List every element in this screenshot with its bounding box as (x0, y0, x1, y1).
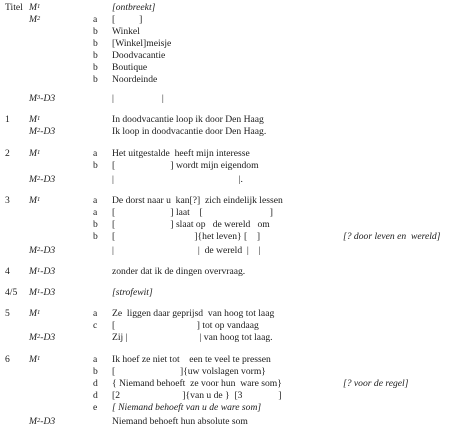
siglum-range: -D3 (40, 332, 56, 343)
apparatus-line (0, 402, 450, 414)
siglum-letter: M (29, 174, 37, 185)
variant-text: Het uitgestalde heeft mijn interesse (112, 148, 250, 159)
witness-siglum (29, 354, 40, 366)
witness-siglum (29, 245, 55, 257)
siglum-letter: M (29, 287, 37, 298)
variant-text: zonder dat ik de dingen overvraag. (112, 266, 246, 277)
witness-siglum (29, 126, 55, 138)
siglum-range: -D3 (40, 174, 56, 185)
witness-siglum (29, 416, 55, 428)
variant-stage: a (93, 207, 98, 218)
variant-text: Boutique (112, 62, 148, 73)
siglum-letter: M (29, 332, 37, 343)
variant-text: Noordeinde (112, 74, 158, 85)
variant-stage: a (93, 308, 98, 319)
apparatus-line (0, 195, 450, 207)
siglum-letter: M (29, 114, 37, 125)
siglum-range: -D3 (40, 416, 56, 427)
apparatus-line (0, 62, 450, 74)
siglum-index: 2 (37, 15, 41, 22)
line-number: 4/5 (5, 287, 18, 298)
apparatus-line (0, 14, 450, 26)
variant-text: Ik loop in doodvacantie door Den Haag. (112, 126, 267, 137)
variant-text: Ze liggen daar geprijsd van hoog tot laag (112, 308, 275, 319)
apparatus-line (0, 26, 450, 38)
variant-stage: a (93, 354, 98, 365)
variant-text: Ik hoef ze niet tot een te veel te pressen (112, 354, 271, 365)
siglum-index: 2 (37, 333, 41, 340)
variant-text: [ ] tot op vandaag (112, 320, 259, 331)
apparatus-line (0, 114, 450, 126)
siglum-letter: M (29, 126, 37, 137)
witness-siglum (29, 308, 40, 320)
siglum-index: 2 (37, 246, 41, 253)
variant-text: [2 ]{van u de } [3 ] (112, 390, 282, 401)
variant-text: [strofewit] (112, 287, 153, 298)
variant-text: [ ] laat [ ] (112, 207, 273, 218)
witness-siglum (29, 93, 55, 105)
apparatus-line (0, 93, 450, 105)
apparatus-line (0, 390, 450, 402)
witness-siglum (29, 2, 40, 14)
witness-siglum (29, 287, 55, 299)
variant-text: [ Niemand behoeft van u de ware som] (112, 402, 262, 413)
siglum-letter: M (29, 354, 37, 365)
variant-stage: b (93, 219, 98, 230)
variant-stage: b (93, 366, 98, 377)
siglum-index: 3 (37, 94, 41, 101)
line-number: 5 (5, 308, 10, 319)
variant-text: | |. (112, 174, 243, 185)
siglum-index: 2 (37, 417, 41, 424)
apparatus-line (0, 366, 450, 378)
variant-text: Doodvacantie (112, 50, 166, 61)
apparatus-line (0, 378, 450, 390)
witness-siglum (29, 266, 55, 278)
siglum-index: 1 (37, 196, 41, 203)
siglum-index: 1 (37, 149, 41, 156)
siglum-letter: M (29, 308, 37, 319)
apparatus-line (0, 126, 450, 138)
variant-text: [ ] slaat op de wereld om (112, 219, 270, 230)
apparatus-line (0, 74, 450, 86)
witness-siglum (29, 195, 40, 207)
variant-stage: a (93, 195, 98, 206)
variant-text: { Niemand behoeft ze voor hun ware som} (112, 378, 282, 389)
apparatus-line (0, 38, 450, 50)
apparatus-line (0, 160, 450, 172)
variant-stage: b (93, 231, 98, 242)
siglum-index: 1 (37, 267, 41, 274)
variant-text: [ ]{het leven} [ ] (112, 231, 261, 242)
witness-siglum (29, 332, 55, 344)
apparatus-line (0, 354, 450, 366)
witness-siglum (29, 148, 40, 160)
variant-stage: b (93, 160, 98, 171)
variant-text: | | de wereld | | (112, 245, 261, 256)
siglum-index: 1 (37, 288, 41, 295)
line-number: 4 (5, 266, 10, 277)
variant-text: [ontbreekt] (112, 2, 156, 13)
variant-text: [Winkel]meisje (112, 38, 172, 49)
apparatus-line (0, 266, 450, 278)
variant-stage: b (93, 26, 98, 37)
siglum-index: 2 (37, 127, 41, 134)
variant-stage: a (93, 14, 98, 25)
apparatus-line (0, 308, 450, 320)
variant-stage: b (93, 50, 98, 61)
siglum-index: 1 (37, 115, 41, 122)
siglum-letter: M (29, 245, 37, 256)
apparatus-line (0, 219, 450, 231)
variant-stage: e (93, 402, 98, 413)
apparatus-line (0, 2, 450, 14)
siglum-letter: M (29, 266, 37, 277)
line-number: Titel (5, 2, 23, 13)
variant-text: Zij | | van hoog tot laag. (112, 332, 273, 343)
apparatus-line (0, 320, 450, 332)
apparatus-line (0, 287, 450, 299)
variant-stage: b (93, 74, 98, 85)
variant-stage: b (93, 62, 98, 73)
apparatus-line (0, 174, 450, 186)
siglum-index: 1 (37, 355, 41, 362)
witness-siglum (29, 114, 40, 126)
variant-text: De dorst naar u kan[?] zich eindelijk lessen (112, 195, 283, 206)
variant-text: Winkel (112, 26, 140, 37)
siglum-letter: M (29, 14, 37, 25)
variant-text: In doodvacantie loop ik door Den Haag (112, 114, 264, 125)
variant-stage: d (93, 378, 98, 389)
apparatus-line (0, 231, 450, 243)
variant-stage: d (93, 390, 98, 401)
apparatus-line (0, 148, 450, 160)
variant-stage: c (93, 320, 98, 331)
variant-text: Niemand behoeft hun absolute som (112, 416, 248, 427)
siglum-letter: M (29, 93, 37, 104)
siglum-range: -D3 (40, 266, 56, 277)
apparatus-line (0, 245, 450, 257)
siglum-letter: M (29, 416, 37, 427)
siglum-range: -D3 (40, 287, 56, 298)
variant-text: | | (112, 93, 164, 104)
witness-siglum (29, 14, 40, 26)
siglum-range: -D3 (40, 126, 56, 137)
siglum-letter: M (29, 148, 37, 159)
line-number: 2 (5, 148, 10, 159)
siglum-index: 2 (37, 175, 41, 182)
variant-text: [ ]{uw volslagen vorm} (112, 366, 266, 377)
editorial-note: [? voor de regel] (343, 378, 409, 389)
line-number: 6 (5, 354, 10, 365)
siglum-letter: M (29, 195, 37, 206)
siglum-index: 1 (37, 3, 41, 10)
witness-siglum (29, 174, 55, 186)
line-number: 1 (5, 114, 10, 125)
variant-text: [ ] wordt mijn eigendom (112, 160, 259, 171)
apparatus-line (0, 207, 450, 219)
siglum-index: 1 (37, 309, 41, 316)
variant-text: [ ] (112, 14, 143, 25)
line-number: 3 (5, 195, 10, 206)
siglum-range: -D3 (40, 93, 56, 104)
siglum-range: -D3 (40, 245, 56, 256)
variant-stage: a (93, 148, 98, 159)
apparatus-line (0, 332, 450, 344)
variant-stage: b (93, 38, 98, 49)
apparatus-line (0, 416, 450, 428)
siglum-letter: M (29, 2, 37, 13)
editorial-note: [? door leven en wereld] (343, 231, 441, 242)
apparatus-line (0, 50, 450, 62)
